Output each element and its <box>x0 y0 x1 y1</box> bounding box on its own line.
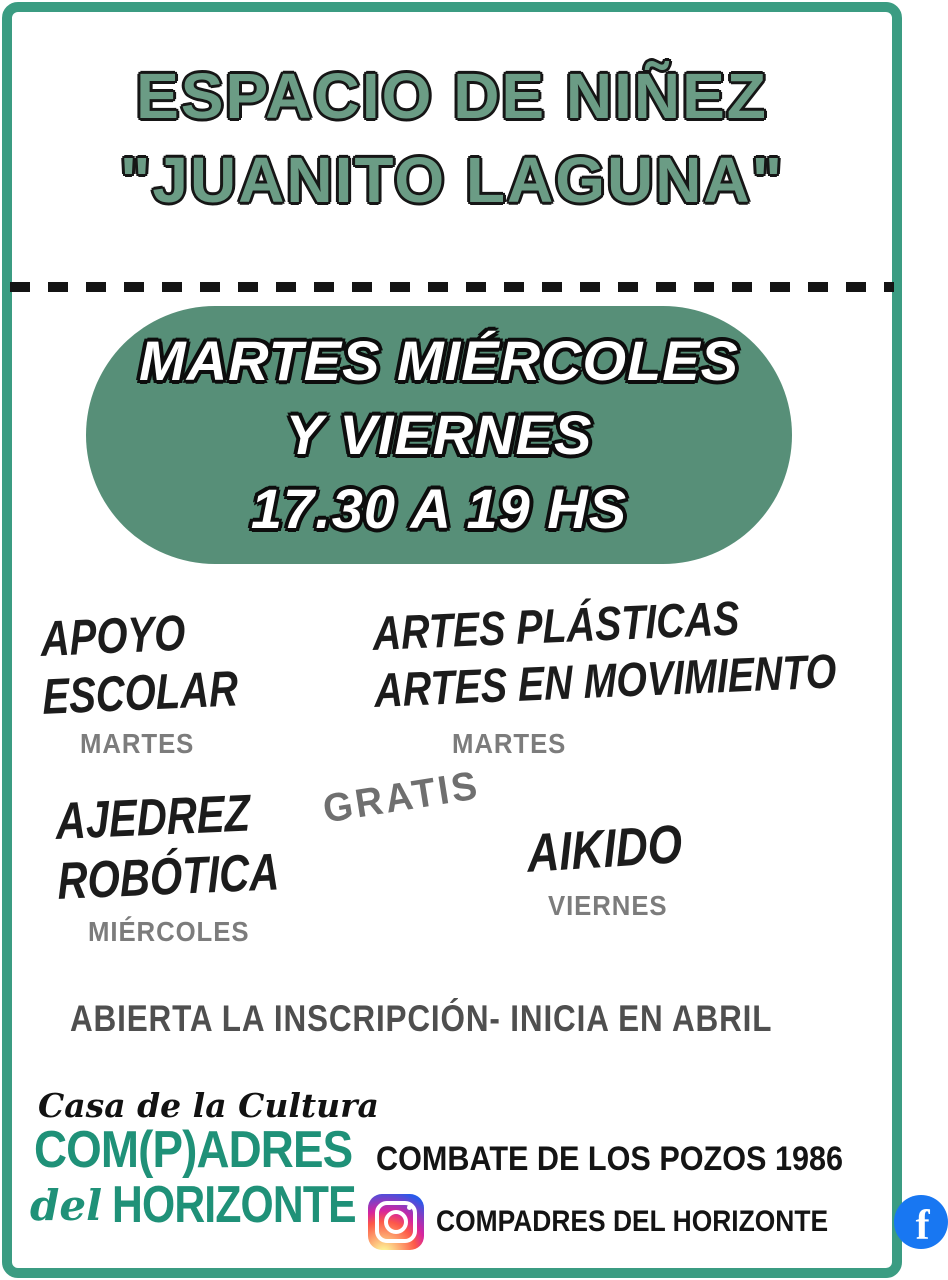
activity-name-line: APOYO <box>40 604 186 667</box>
org-name-bottom <box>30 1178 409 1232</box>
activity-aikido <box>526 814 683 884</box>
dashed-divider <box>10 282 894 292</box>
activity-artes <box>372 586 837 720</box>
facebook-icon <box>894 1195 948 1249</box>
schedule-pill <box>86 306 792 564</box>
enrollment-notice: ABIERTA LA INSCRIPCIÓN- INICIA EN ABRIL <box>70 998 773 1039</box>
facebook-f-glyph: f <box>915 1203 930 1249</box>
activity-name-line: AJEDREZ <box>55 784 251 851</box>
address-text: COMBATE DE LOS POZOS 1986 <box>376 1140 844 1178</box>
activity-name-line: ARTES PLÁSTICAS <box>372 592 741 661</box>
org-name-del: del <box>30 1181 103 1230</box>
schedule-line-2: Y VIERNES <box>285 403 593 466</box>
social-row <box>368 1194 948 1250</box>
title-line-1: ESPACIO DE NIÑEZ <box>136 60 768 132</box>
activity-name-line: ROBÓTICA <box>56 843 281 911</box>
org-name-horizonte: HORIZONTE <box>112 1176 356 1234</box>
instagram-flash-dot <box>407 1205 412 1210</box>
activity-day-aikido: VIERNES <box>548 890 668 921</box>
activity-day-apoyo: MARTES <box>80 728 195 759</box>
schedule-text <box>139 324 739 546</box>
instagram-camera-lens <box>384 1210 408 1234</box>
org-tagline: Casa de la Cultura <box>38 1086 379 1125</box>
org-name-top: COM(P)ADRES <box>34 1121 353 1179</box>
activity-day-artes: MARTES <box>452 728 567 759</box>
activity-day-ajedrez: MIÉRCOLES <box>88 916 250 947</box>
free-label: GRATIS <box>320 763 483 832</box>
activity-apoyo-escolar <box>40 601 239 725</box>
schedule-line-1: MARTES MIÉRCOLES <box>139 329 739 392</box>
activity-name-line: ARTES EN MOVIMIENTO <box>373 645 838 718</box>
social-handle: COMPADRES DEL HORIZONTE <box>436 1205 829 1238</box>
activity-ajedrez-robotica <box>55 782 280 912</box>
title-line-2: "JUANITO LAGUNA" <box>120 144 784 216</box>
instagram-icon <box>368 1194 424 1250</box>
schedule-line-3: 17.30 A 19 HS <box>250 477 628 540</box>
activity-name-line: ESCOLAR <box>41 660 239 725</box>
activity-name-line: AIKIDO <box>526 814 684 884</box>
poster-title <box>0 54 904 222</box>
